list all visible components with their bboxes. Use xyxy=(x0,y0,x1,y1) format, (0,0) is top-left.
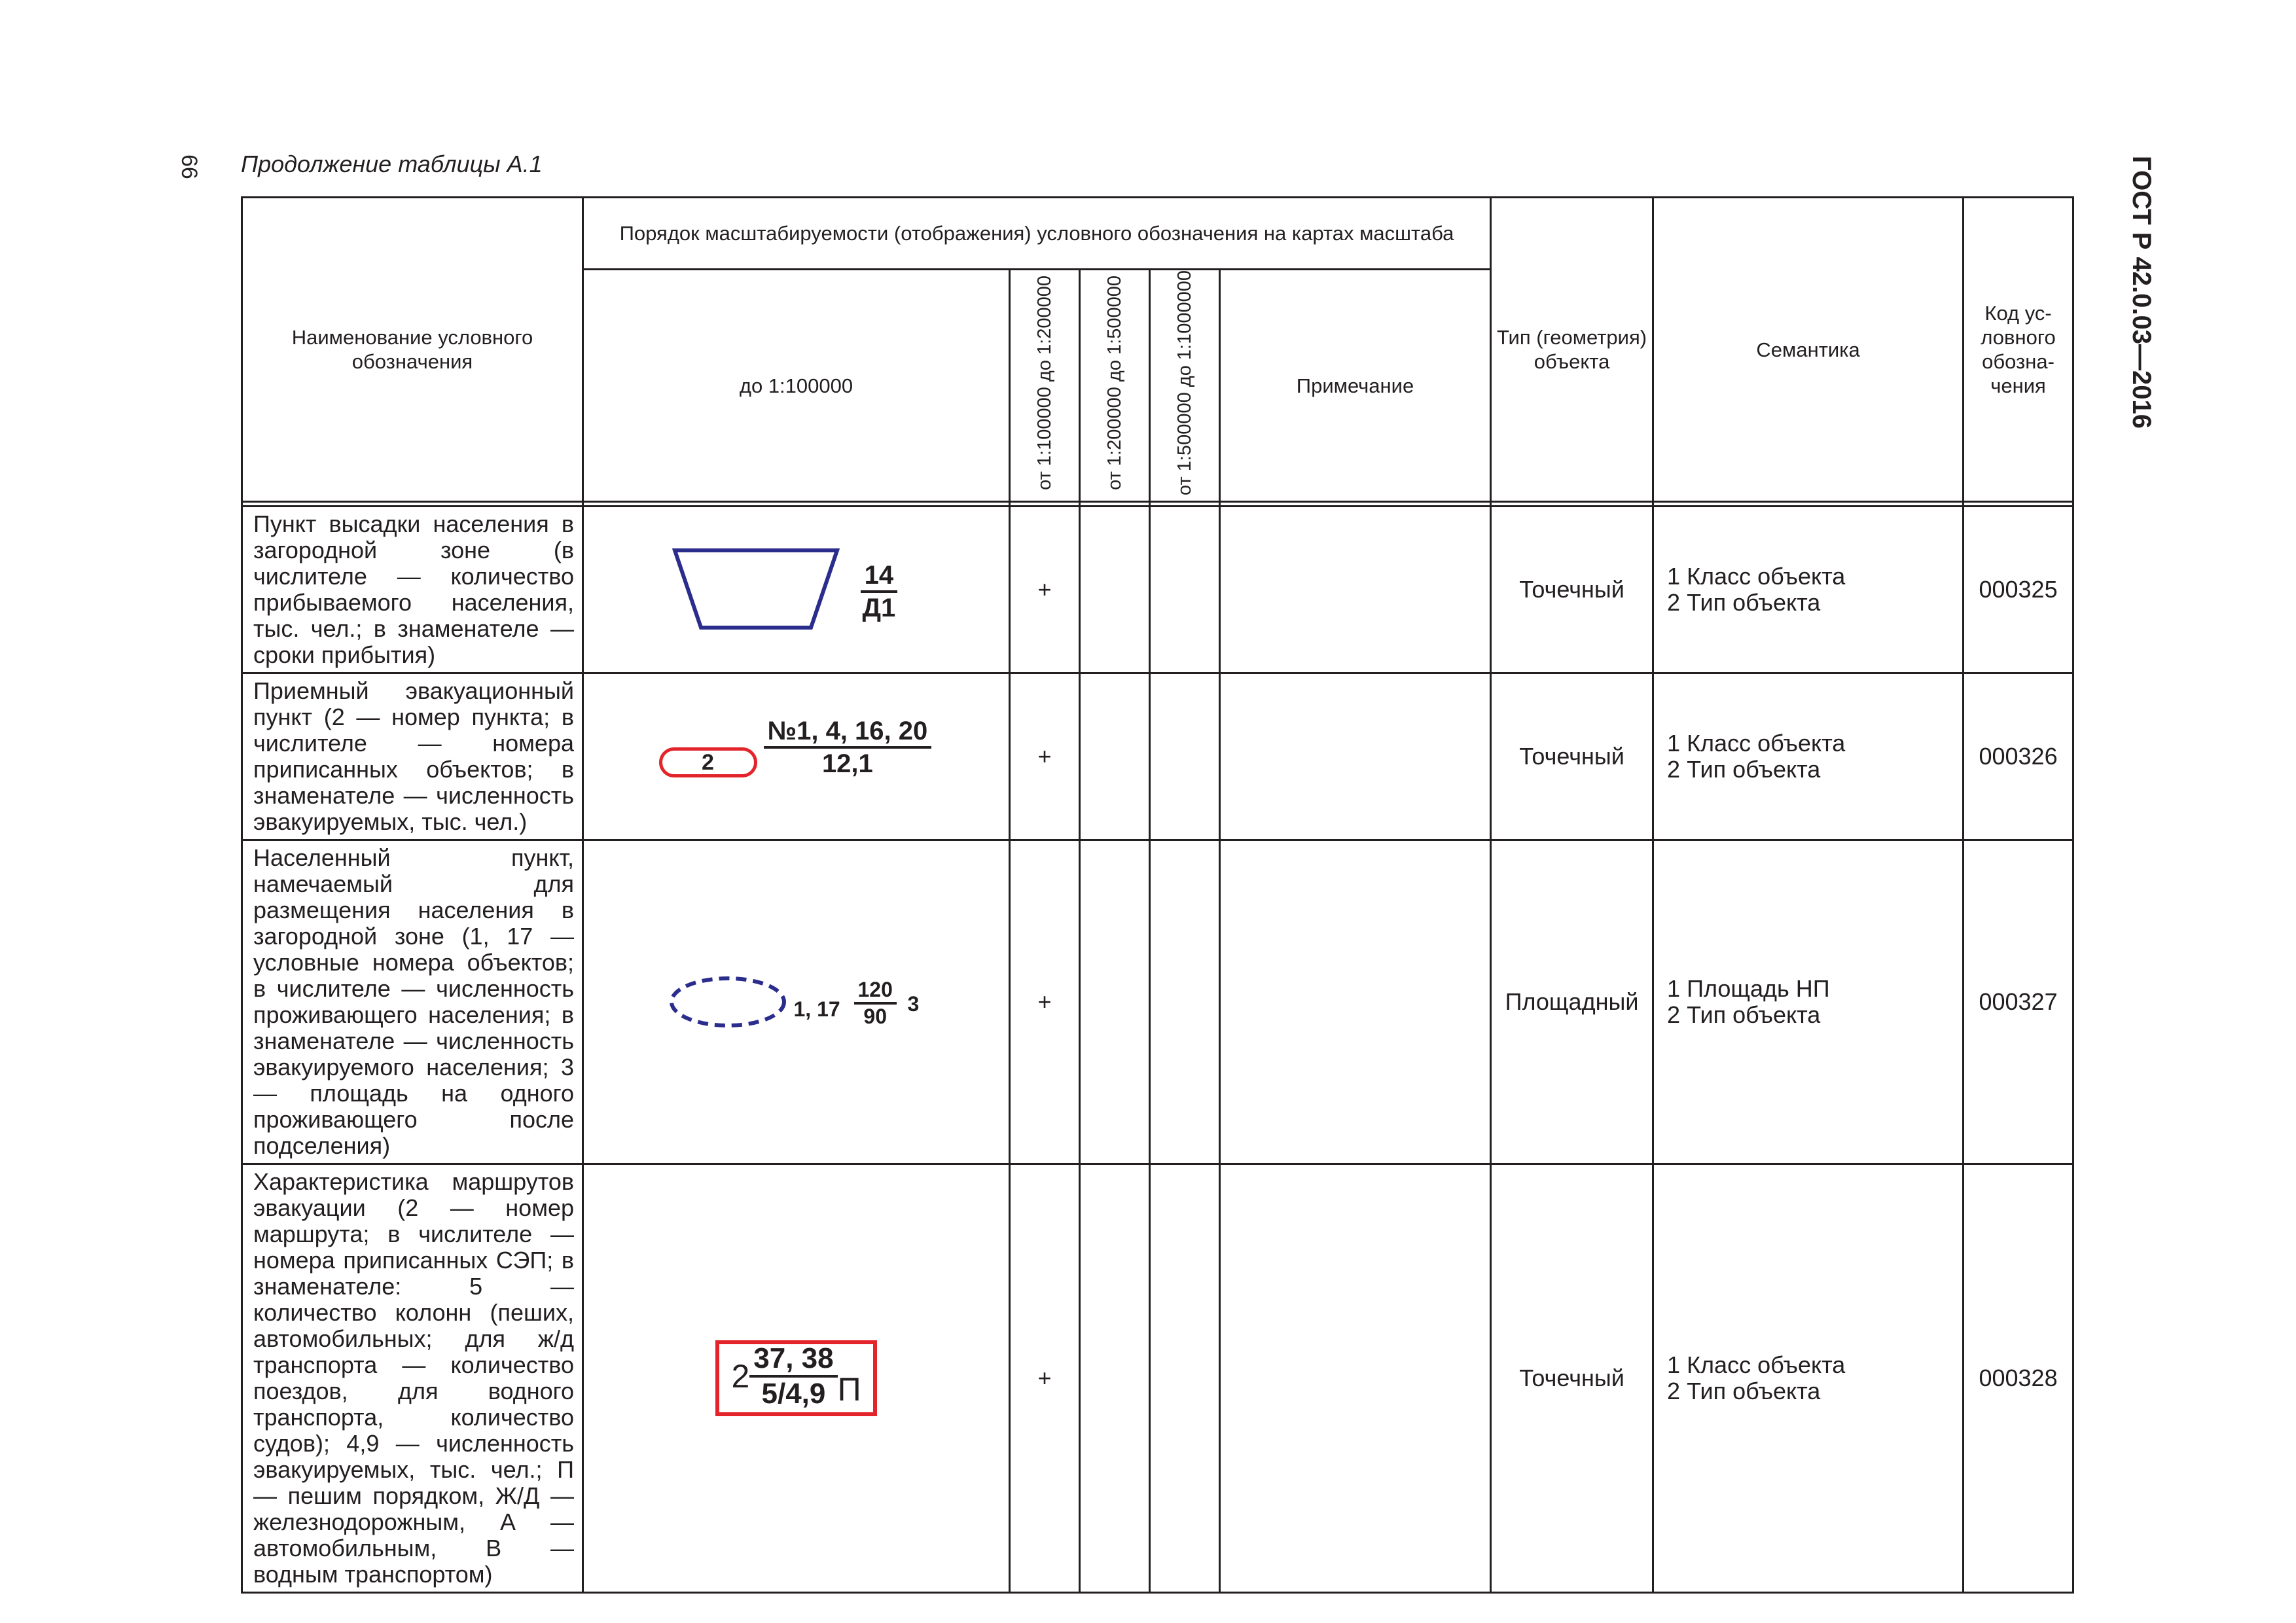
symbol-label: 2 xyxy=(702,750,714,776)
semantics-item: 1 Класс объекта xyxy=(1667,1351,1846,1379)
row-symbol xyxy=(583,673,1010,840)
row-type: Площадный xyxy=(1491,840,1653,1164)
symbol-suffix: 3 xyxy=(907,992,920,1016)
dashed-ellipse-symbol-icon xyxy=(666,972,790,1031)
row-code: 000326 xyxy=(1964,673,2073,840)
row-name: Характеристика маршрутов эвакуации (2 — номер маршрута; в числителе — номера приписанных СЭП; в знаменателе: 5 — количество колонн (пеших, автомобильных; для ж/д транспорта — количество поездов, для водного транспорта, количество судов); 4,9 — численность эвакуируемых, тыс. чел.; П — пешим порядком, Ж/Д — железнодорожным, А — автомобильным, В — водным транспортом) xyxy=(242,1164,583,1593)
semantics-item: 1 Класс объекта xyxy=(1667,563,1846,590)
header-semantics: Семантика xyxy=(1653,198,1964,502)
symbol-numerator: №1, 4, 16, 20 xyxy=(764,716,932,749)
row-symbol xyxy=(583,1164,1010,1593)
header-scale-4: от 1:500000 до 1:1000000 xyxy=(1174,270,1195,496)
header-name: Наименование условного обозначения xyxy=(242,198,583,502)
rounded-rect-symbol-icon xyxy=(659,747,757,777)
header-code: Код ус-ловного обозна-чения xyxy=(1964,198,2073,502)
header-scale-2: от 1:100000 до 1:200000 xyxy=(1033,276,1055,490)
row-name: Населенный пункт, намечаемый для размещения населения в загородной зоне (1, 17 — условные номера объектов; в числителе — численность проживающего населения; в знаменателе — численность эвакуируемого населения; 3 — площадь на одного проживающего после подселения) xyxy=(242,840,583,1164)
trapezoid-symbol-icon xyxy=(672,548,842,633)
scale-mark: + xyxy=(1010,673,1080,840)
symbol-denominator: 12,1 xyxy=(821,749,873,779)
symbol-numerator: 120 xyxy=(854,978,897,1005)
header-scale-3: от 1:200000 до 1:500000 xyxy=(1103,276,1125,490)
table-row xyxy=(242,1164,2073,1593)
scale-mark: + xyxy=(1010,840,1080,1164)
header-scale-group: Порядок масштабируемости (отображения) условного обозначения на картах масштаба xyxy=(583,198,1491,270)
row-code: 000327 xyxy=(1964,840,2073,1164)
row-symbol xyxy=(583,507,1010,673)
symbol-label: 1, 17 xyxy=(793,997,840,1022)
row-type: Точечный xyxy=(1491,507,1653,673)
scale-mark: + xyxy=(1010,507,1080,673)
table-row xyxy=(242,507,2073,673)
scale-mark: + xyxy=(1010,1164,1080,1593)
semantics-item: 1 Класс объекта xyxy=(1667,730,1846,757)
red-frame-symbol-icon xyxy=(715,1340,876,1416)
semantics-item: 1 Площадь НП xyxy=(1667,975,1830,1003)
row-symbol xyxy=(583,840,1010,1164)
header-type: Тип (геометрия) объекта xyxy=(1491,198,1653,502)
table-row xyxy=(242,673,2073,840)
semantics-item: 2 Тип объекта xyxy=(1667,1378,1821,1405)
header-scale-1: до 1:100000 xyxy=(583,270,1010,502)
symbol-prefix: 2 xyxy=(731,1358,750,1395)
semantics-item: 2 Тип объекта xyxy=(1667,589,1821,616)
symbol-numerator: 14 xyxy=(861,560,898,593)
symbol-table xyxy=(241,196,2074,1594)
row-name: Приемный эвакуационный пункт (2 — номер пункта; в числителе — номера приписанных объектов; в знаменателе — численность эвакуируемых, тыс. чел.) xyxy=(242,673,583,840)
page-number: 66 xyxy=(177,154,202,179)
symbol-denominator: 90 xyxy=(863,1005,887,1029)
row-type: Точечный xyxy=(1491,1164,1653,1593)
row-type: Точечный xyxy=(1491,673,1653,840)
header-note: Примечание xyxy=(1220,270,1491,502)
symbol-suffix: П xyxy=(837,1371,861,1408)
symbol-denominator: Д1 xyxy=(862,594,896,623)
symbol-denominator: 5/4,9 xyxy=(761,1378,826,1410)
table-row xyxy=(242,840,2073,1164)
row-name: Пункт высадки населения в загородной зоне (в числителе — количество прибываемого населения, тыс. чел.; в знаменателе — сроки прибытия) xyxy=(242,507,583,673)
table-caption: Продолжение таблицы А.1 xyxy=(241,151,543,177)
semantics-item: 2 Тип объекта xyxy=(1667,756,1821,783)
symbol-numerator: 37, 38 xyxy=(749,1342,837,1378)
row-code: 000328 xyxy=(1964,1164,2073,1593)
semantics-item: 2 Тип объекта xyxy=(1667,1001,1821,1029)
row-code: 000325 xyxy=(1964,507,2073,673)
standard-designation: ГОСТ Р 42.0.03—2016 xyxy=(2127,156,2156,429)
